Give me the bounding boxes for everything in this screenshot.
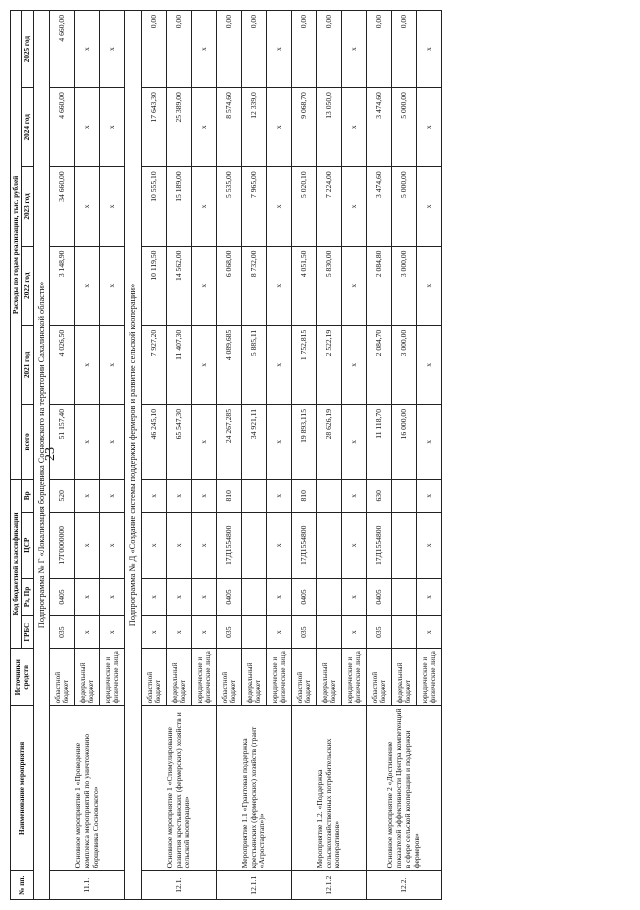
value-cell	[241, 479, 266, 512]
col-2023: 2023 год	[22, 167, 33, 246]
value-cell: х	[191, 578, 216, 615]
value-cell: х	[166, 616, 191, 649]
value-cell	[241, 578, 266, 615]
value-cell: 035	[216, 616, 241, 649]
source-cell: федеральный бюджет	[75, 649, 100, 706]
value-cell: х	[416, 512, 441, 578]
value-cell: 17 643,30	[141, 88, 166, 167]
value-cell: х	[341, 616, 366, 649]
value-cell: х	[100, 404, 125, 479]
value-cell: 19 893,115	[291, 404, 316, 479]
value-cell: х	[75, 167, 100, 246]
source-cell: областной бюджет	[141, 649, 166, 706]
value-cell: х	[100, 88, 125, 167]
value-cell: х	[166, 512, 191, 578]
value-cell: 0405	[216, 578, 241, 615]
value-cell: х	[100, 325, 125, 404]
source-cell: федеральный бюджет	[241, 649, 266, 706]
value-cell: х	[416, 167, 441, 246]
value-cell: 4 089,685	[216, 325, 241, 404]
col-rzpr: Рз, Пр	[22, 578, 33, 615]
value-cell: х	[266, 578, 291, 615]
source-cell: юридические и физические лица	[266, 649, 291, 706]
table-row	[50, 11, 75, 900]
row-number: 12.2.	[366, 871, 441, 900]
value-cell: 3 000,00	[391, 325, 416, 404]
value-cell	[316, 512, 341, 578]
value-cell: 8 574,60	[216, 88, 241, 167]
value-cell: 0,00	[166, 11, 191, 88]
value-cell: 8 732,00	[241, 246, 266, 325]
value-cell: х	[100, 512, 125, 578]
value-cell: 0,00	[316, 11, 341, 88]
subprogram-d-heading: Подпрограмма № Д «Создание системы поддержки фермеров и развитие сельской кооперации»	[125, 11, 142, 900]
col-total: всего	[22, 404, 33, 479]
value-cell: х	[166, 479, 191, 512]
value-cell: х	[341, 88, 366, 167]
value-cell: х	[100, 246, 125, 325]
value-cell: 28 626,19	[316, 404, 341, 479]
value-cell: х	[166, 578, 191, 615]
value-cell: 3 148,90	[50, 246, 75, 325]
value-cell: х	[191, 404, 216, 479]
col-csr: ЦСР	[22, 512, 33, 578]
value-cell: х	[75, 479, 100, 512]
value-cell: 2 522,19	[316, 325, 341, 404]
value-cell: 17Д1554800	[291, 512, 316, 578]
value-cell: х	[100, 479, 125, 512]
value-cell: 035	[366, 616, 391, 649]
value-cell: 51 157,40	[50, 404, 75, 479]
value-cell: х	[75, 88, 100, 167]
value-cell: х	[416, 246, 441, 325]
value-cell: х	[191, 11, 216, 88]
col-2025: 2025 год	[22, 11, 33, 88]
value-cell: 17Д1554800	[366, 512, 391, 578]
value-cell: 11 407,30	[166, 325, 191, 404]
value-cell: 5 020,10	[291, 167, 316, 246]
value-cell: 9 068,70	[291, 88, 316, 167]
col-kbk-group: Код бюджетной классификации	[11, 479, 22, 648]
value-cell: х	[416, 325, 441, 404]
value-cell: 810	[291, 479, 316, 512]
value-cell: х	[75, 512, 100, 578]
value-cell: х	[341, 512, 366, 578]
value-cell: 46 245,10	[141, 404, 166, 479]
value-cell: 0,00	[366, 11, 391, 88]
value-cell: 10 119,50	[141, 246, 166, 325]
value-cell	[241, 512, 266, 578]
value-cell: х	[341, 404, 366, 479]
value-cell: х	[416, 479, 441, 512]
value-cell: 7 965,00	[241, 167, 266, 246]
subprogram-g-heading: Подпрограмма № Г «Локализация борщевика Сосновского на территории Сахалинской области»	[33, 11, 50, 900]
value-cell: х	[75, 246, 100, 325]
row-number: 12.1.2	[291, 871, 366, 900]
value-cell: 6 068,00	[216, 246, 241, 325]
value-cell: х	[75, 11, 100, 88]
value-cell: х	[191, 325, 216, 404]
source-cell: областной бюджет	[366, 649, 391, 706]
value-cell: 520	[50, 479, 75, 512]
source-cell: областной бюджет	[291, 649, 316, 706]
value-cell: 15 189,00	[166, 167, 191, 246]
value-cell: 4 660,00	[50, 11, 75, 88]
source-cell: юридические и физические лица	[416, 649, 441, 706]
value-cell: х	[191, 167, 216, 246]
value-cell: х	[266, 325, 291, 404]
value-cell: 0,00	[141, 11, 166, 88]
col-2022: 2022 год	[22, 246, 33, 325]
value-cell: 0,00	[291, 11, 316, 88]
value-cell: х	[266, 616, 291, 649]
value-cell: х	[266, 88, 291, 167]
value-cell: 7 927,20	[141, 325, 166, 404]
value-cell: 7 224,00	[316, 167, 341, 246]
value-cell: х	[100, 578, 125, 615]
value-cell	[241, 616, 266, 649]
value-cell: х	[341, 578, 366, 615]
value-cell	[391, 512, 416, 578]
value-cell: х	[141, 512, 166, 578]
value-cell: 17Г0000000	[50, 512, 75, 578]
row-number: 11.1.	[50, 871, 125, 900]
value-cell: 4 660,00	[50, 88, 75, 167]
row-name: Основное мероприятие 2 «Достижение показателей эффективности Центра компетенций в сфере сельской кооперации и поддержки фермеров»	[366, 706, 441, 871]
table-row	[366, 11, 391, 900]
table-row	[291, 11, 316, 900]
source-cell: юридические и физические лица	[341, 649, 366, 706]
col-exp-group: Расходы по годам реализации, тыс. рублей	[11, 11, 22, 480]
budget-table	[10, 10, 442, 900]
value-cell: 4 051,50	[291, 246, 316, 325]
col-2024: 2024 год	[22, 88, 33, 167]
row-number: 12.1.	[141, 871, 216, 900]
source-cell: федеральный бюджет	[316, 649, 341, 706]
row-name: Основное мероприятие 1 «Проведение комплекса мероприятий по уничтожению борщевика Сосновского»	[50, 706, 125, 871]
value-cell: 4 026,50	[50, 325, 75, 404]
row-name: Основное мероприятие 1 «Стимулирование развития крестьянских (фермерских) хозяйств и сельской кооперации»	[141, 706, 216, 871]
value-cell: х	[141, 479, 166, 512]
value-cell: 14 562,00	[166, 246, 191, 325]
value-cell: 16 000,00	[391, 404, 416, 479]
value-cell: х	[75, 325, 100, 404]
source-cell: юридические и физические лица	[100, 649, 125, 706]
value-cell: х	[191, 246, 216, 325]
value-cell: х	[266, 512, 291, 578]
value-cell: х	[75, 404, 100, 479]
col-vr: Вр	[22, 479, 33, 512]
table-row	[141, 11, 166, 900]
row-number: 12.1.1	[216, 871, 291, 900]
value-cell: х	[75, 616, 100, 649]
value-cell: х	[100, 616, 125, 649]
value-cell: 810	[216, 479, 241, 512]
source-cell: федеральный бюджет	[166, 649, 191, 706]
value-cell: 34 660,00	[50, 167, 75, 246]
value-cell: 13 050,0	[316, 88, 341, 167]
value-cell: 0,00	[241, 11, 266, 88]
value-cell: х	[100, 167, 125, 246]
value-cell	[391, 479, 416, 512]
value-cell	[316, 616, 341, 649]
value-cell: х	[191, 88, 216, 167]
value-cell: 0405	[366, 578, 391, 615]
value-cell: х	[416, 88, 441, 167]
value-cell: 2 084,70	[366, 325, 391, 404]
value-cell: х	[75, 578, 100, 615]
source-cell: юридические и физические лица	[191, 649, 216, 706]
value-cell	[316, 479, 341, 512]
value-cell: х	[100, 11, 125, 88]
value-cell: 34 921,11	[241, 404, 266, 479]
value-cell: х	[191, 616, 216, 649]
value-cell: х	[341, 325, 366, 404]
value-cell: 24 267,285	[216, 404, 241, 479]
value-cell: х	[266, 11, 291, 88]
value-cell: х	[416, 404, 441, 479]
row-name: Мероприятие 1.1 «Грантовая поддержка крестьянских (фермерских) хозяйств (грант «Агростартап»)»	[216, 706, 291, 871]
source-cell: областной бюджет	[216, 649, 241, 706]
value-cell: х	[191, 479, 216, 512]
value-cell: х	[416, 11, 441, 88]
value-cell: х	[141, 578, 166, 615]
value-cell: х	[341, 11, 366, 88]
value-cell: 2 084,80	[366, 246, 391, 325]
table-row	[216, 11, 241, 900]
col-source: Источники средств	[11, 649, 34, 706]
value-cell: 630	[366, 479, 391, 512]
value-cell: 035	[291, 616, 316, 649]
value-cell: 0405	[50, 578, 75, 615]
value-cell: х	[416, 616, 441, 649]
value-cell: 3 474,60	[366, 167, 391, 246]
value-cell: х	[266, 404, 291, 479]
col-name: Наименование мероприятия	[11, 706, 34, 871]
value-cell: 10 555,10	[141, 167, 166, 246]
source-cell: областной бюджет	[50, 649, 75, 706]
value-cell: 12 339,0	[241, 88, 266, 167]
col-num: № пп.	[11, 871, 34, 900]
col-grbs: ГРБС	[22, 616, 33, 649]
value-cell: х	[266, 246, 291, 325]
value-cell: 0405	[291, 578, 316, 615]
value-cell: х	[416, 578, 441, 615]
row-name: Мероприятие 1.2. «Поддержка сельскохозяйственных потребительских кооперативов»	[291, 706, 366, 871]
value-cell: 65 547,30	[166, 404, 191, 479]
value-cell: 5 830,00	[316, 246, 341, 325]
value-cell: х	[341, 167, 366, 246]
value-cell: 17Д1554800	[216, 512, 241, 578]
rotated-page	[10, 10, 630, 900]
value-cell: 1 752,815	[291, 325, 316, 404]
page-number: 23	[43, 447, 58, 461]
value-cell: х	[191, 512, 216, 578]
value-cell: 5 885,11	[241, 325, 266, 404]
col-2021: 2021 год	[22, 325, 33, 404]
value-cell: 5 000,00	[391, 167, 416, 246]
value-cell: 25 389,00	[166, 88, 191, 167]
value-cell	[316, 578, 341, 615]
value-cell: х	[341, 479, 366, 512]
value-cell: х	[266, 167, 291, 246]
value-cell: 3 000,00	[391, 246, 416, 325]
value-cell: 0,00	[216, 11, 241, 88]
value-cell: 0,00	[391, 11, 416, 88]
value-cell: 035	[50, 616, 75, 649]
value-cell	[391, 616, 416, 649]
value-cell: х	[266, 479, 291, 512]
value-cell: 5 000,00	[391, 88, 416, 167]
value-cell: х	[141, 616, 166, 649]
value-cell: 5 535,00	[216, 167, 241, 246]
value-cell: х	[341, 246, 366, 325]
value-cell	[391, 578, 416, 615]
value-cell: 11 118,70	[366, 404, 391, 479]
value-cell: 3 474,60	[366, 88, 391, 167]
source-cell: федеральный бюджет	[391, 649, 416, 706]
